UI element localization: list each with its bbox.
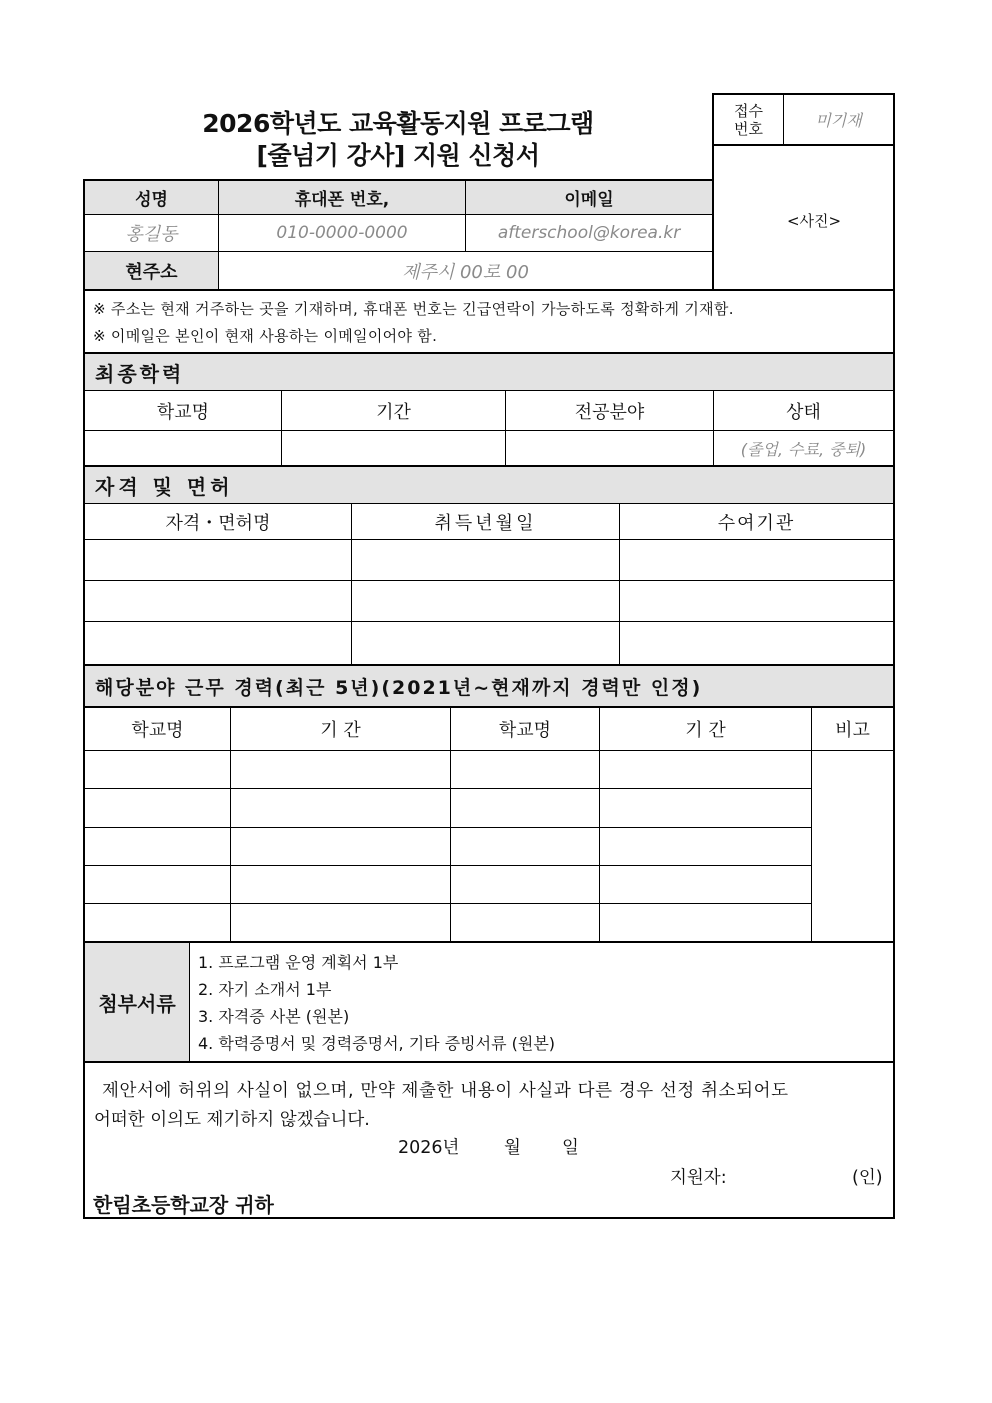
license-row-3[interactable] <box>85 622 893 664</box>
licenses-section-title: 자격 및 면허 <box>95 474 234 499</box>
phone-field[interactable]: 010-0000-0000 <box>276 223 408 243</box>
receipt-number-label: 접수 번호 <box>734 101 763 138</box>
seal-mark: (인) <box>852 1168 883 1188</box>
experience-remarks-field[interactable] <box>812 751 893 941</box>
phone-header: 휴대폰 번호, <box>294 190 390 210</box>
education-school-field[interactable] <box>85 431 281 465</box>
education-col-period: 기간 <box>376 401 411 423</box>
recipient-line: 한림초등학교장 귀하 <box>93 1193 274 1217</box>
experience-row-3[interactable] <box>85 828 811 865</box>
education-status-field[interactable]: (졸업, 수료, 중퇴) <box>740 439 867 459</box>
attachment-item-4: 4. 학력증명서 및 경력증명서, 기타 증빙서류 (원본) <box>198 1034 556 1053</box>
receipt-number-value: 미기재 <box>815 111 862 130</box>
education-major-field[interactable] <box>506 431 713 465</box>
license-col-name: 자격・면허명 <box>165 512 271 534</box>
experience-col-period-1: 기 간 <box>320 720 361 741</box>
form-title-line1: 2026학년도 교육활동지원 프로그램 <box>202 109 594 138</box>
applicant-signature-label: 지원자: <box>670 1168 727 1188</box>
attachment-item-3: 3. 자격증 사본 (원본) <box>198 1007 350 1026</box>
education-section-title: 최종학력 <box>95 361 185 386</box>
experience-col-school-2: 학교명 <box>498 720 552 741</box>
education-period-field[interactable] <box>282 431 505 465</box>
declaration-month: 월 <box>504 1138 521 1158</box>
experience-row-5[interactable] <box>85 904 811 941</box>
applicant-signature-field[interactable] <box>740 1160 850 1188</box>
form-title-line2: [줄넘기 강사] 지원 신청서 <box>256 141 540 170</box>
experience-section-title: 해당분야 근무 경력(최근 5년)(2021년~현재까지 경력만 인정) <box>95 676 703 699</box>
attachment-item-1: 1. 프로그램 운영 계획서 1부 <box>198 953 399 972</box>
attachment-item-2: 2. 자기 소개서 1부 <box>198 980 332 999</box>
license-col-date: 취득년월일 <box>434 512 537 534</box>
experience-col-remarks: 비고 <box>835 720 870 741</box>
name-header: 성명 <box>135 190 168 210</box>
email-header: 이메일 <box>564 190 614 210</box>
email-field[interactable]: afterschool@korea.kr <box>497 223 681 243</box>
declaration-year: 2026년 <box>398 1138 460 1158</box>
education-col-school: 학교명 <box>156 401 210 423</box>
photo-placeholder[interactable]: <사진> <box>786 211 842 230</box>
note-email: ※ 이메일은 본인이 현재 사용하는 이메일이어야 함. <box>93 327 438 345</box>
name-field[interactable]: 홍길동 <box>125 224 178 245</box>
attachments-label: 첨부서류 <box>98 991 176 1016</box>
address-header: 현주소 <box>125 261 178 283</box>
education-col-status: 상태 <box>786 401 821 423</box>
education-col-major: 전공분야 <box>574 401 645 423</box>
experience-row-1[interactable] <box>85 751 811 788</box>
declaration-line-1: 제안서에 허위의 사실이 없으며, 만약 제출한 내용이 사실과 다른 경우 선정 취소되어도 <box>102 1081 789 1101</box>
address-field[interactable]: 제주시 00로 00 <box>402 261 529 283</box>
experience-col-period-2: 기 간 <box>685 720 726 741</box>
experience-row-2[interactable] <box>85 789 811 827</box>
experience-col-school-1: 학교명 <box>131 720 184 741</box>
note-address-phone: ※ 주소는 현재 거주하는 곳을 기재하며, 휴대폰 번호는 긴급연락이 가능하도록 정확하게 기재함. <box>93 300 734 318</box>
license-row-1[interactable] <box>85 540 893 580</box>
license-row-2[interactable] <box>85 581 893 621</box>
license-col-issuer: 수여기관 <box>717 512 796 534</box>
experience-row-4[interactable] <box>85 866 811 903</box>
declaration-day: 일 <box>562 1138 579 1158</box>
declaration-line-2: 어떠한 이의도 제기하지 않겠습니다. <box>94 1110 370 1130</box>
